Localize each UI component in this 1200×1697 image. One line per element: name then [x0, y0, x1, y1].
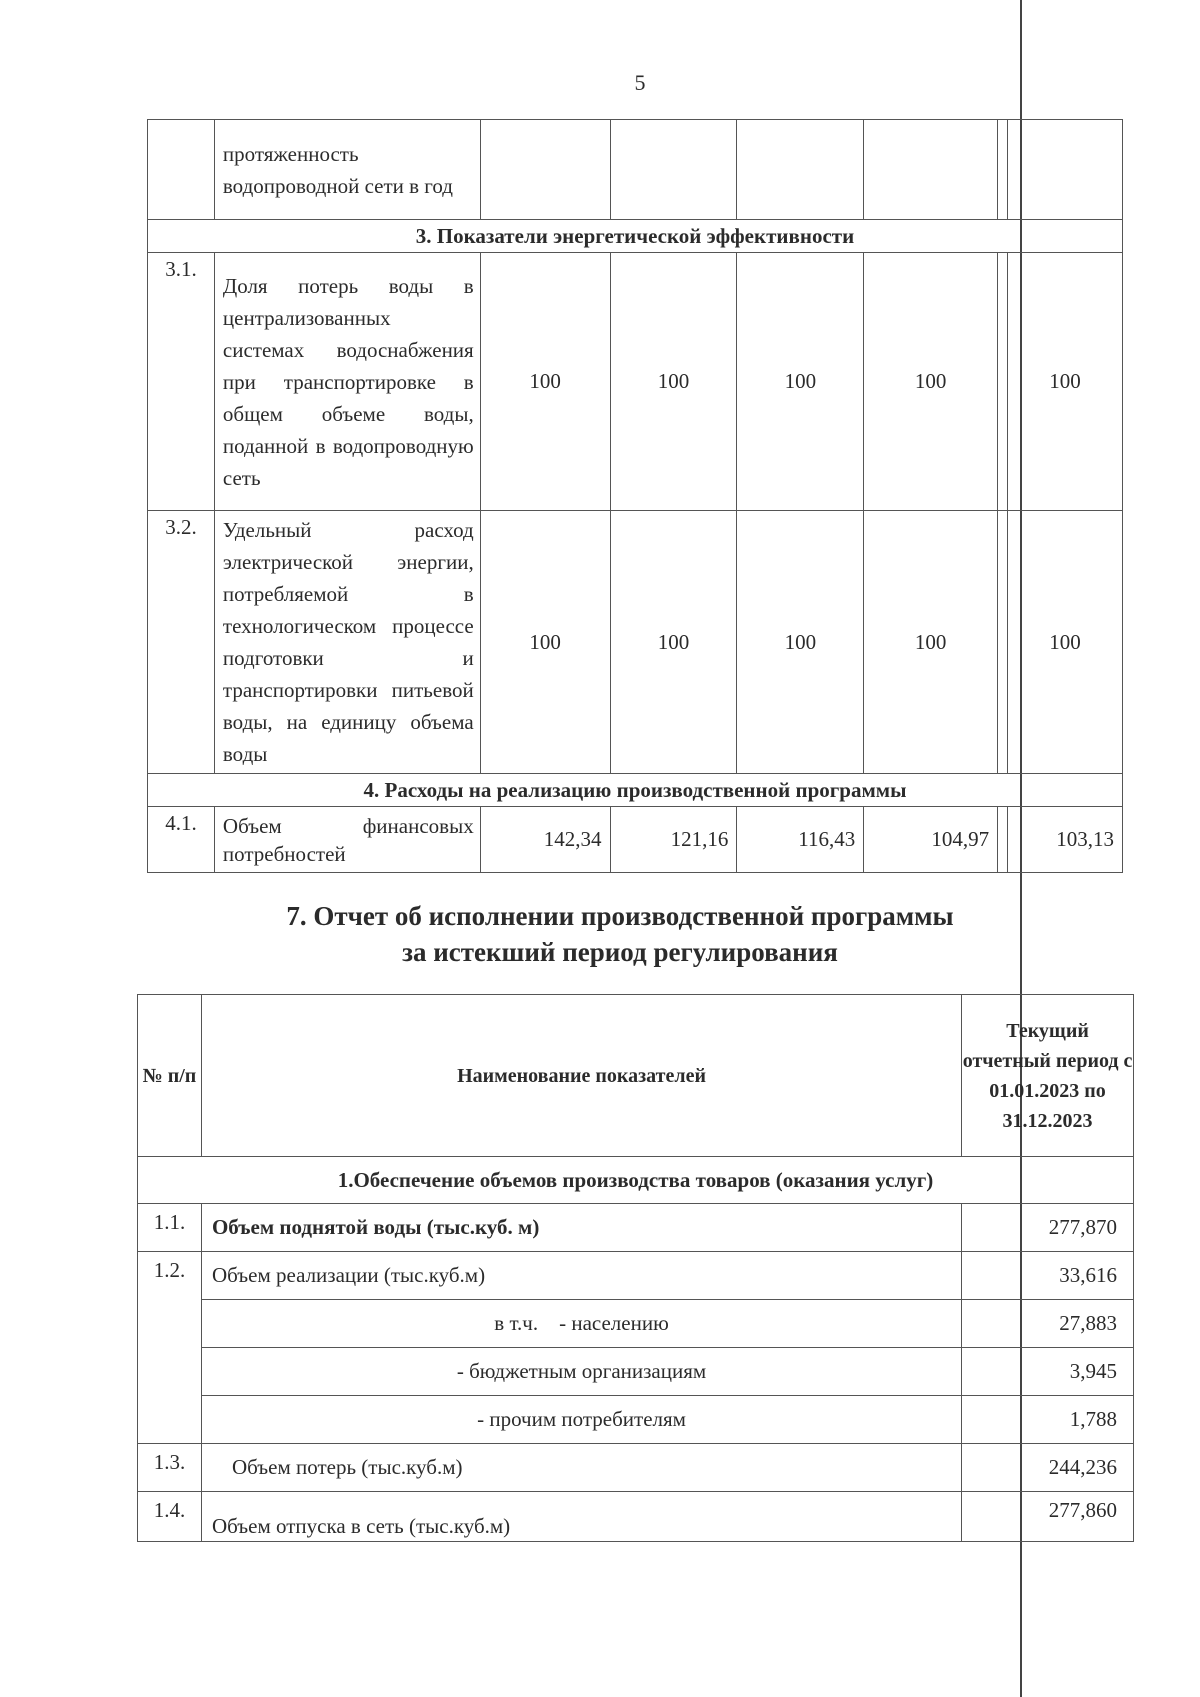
value-cell: 27,883: [962, 1300, 1134, 1348]
section-row: [138, 1157, 1134, 1204]
header-row: [138, 995, 1134, 1157]
value-cell: 100: [480, 253, 610, 511]
indicator-name: - бюджетным организациям: [201, 1348, 961, 1396]
row-number: 3.1.: [148, 253, 215, 511]
section-heading-line1: 7. Отчет об исполнении производственной программы: [286, 901, 954, 931]
row-number: 1.1.: [138, 1204, 202, 1252]
table-row: [138, 1204, 1134, 1252]
value-cell: 116,43: [737, 807, 864, 873]
row-number: 3.2.: [148, 511, 215, 774]
value-cell: 100: [737, 253, 864, 511]
section-row: [148, 220, 1123, 253]
table-row: [148, 807, 1123, 873]
value-cell: 100: [864, 253, 998, 511]
value-cell: 244,236: [962, 1444, 1134, 1492]
table-row: [138, 1396, 1134, 1444]
table-row: [138, 1300, 1134, 1348]
indicator-name: Объем реализации (тыс.куб.м): [201, 1252, 961, 1300]
row-number: 1.2.: [138, 1252, 202, 1444]
indicators-table-continued: [147, 119, 1123, 873]
table-row: [148, 253, 1123, 511]
value-cell: 100: [1008, 253, 1123, 511]
table-row: [148, 511, 1123, 774]
indicator-name: Доля потерь воды в централизованных системах водоснабжения при транспортировке в общем объеме воды, поданной в водопроводную сеть: [214, 253, 480, 511]
section-row: [148, 774, 1123, 807]
value-cell: 3,945: [962, 1348, 1134, 1396]
value-cell: 100: [480, 511, 610, 774]
value-cell: 142,34: [480, 807, 610, 873]
header-name: Наименование показателей: [201, 995, 961, 1157]
header-number: № п/п: [138, 995, 202, 1157]
table-row: [138, 1252, 1134, 1300]
section-title: 1.Обеспечение объемов производства товаров (оказания услуг): [138, 1157, 1134, 1204]
continuation-text: протяженность водопроводной сети в год: [214, 120, 480, 220]
indicator-name: Объем отпуска в сеть (тыс.куб.м): [201, 1492, 961, 1542]
section-title: 4. Расходы на реализацию производственной программы: [148, 774, 1123, 807]
table-row: [138, 1348, 1134, 1396]
value-cell: 277,860: [962, 1492, 1134, 1542]
row-number: 1.4.: [138, 1492, 202, 1542]
value-cell: 100: [864, 511, 998, 774]
value-cell: 121,16: [610, 807, 737, 873]
row-number: 4.1.: [148, 807, 215, 873]
indicator-name: - прочим потребителям: [201, 1396, 961, 1444]
value-cell: 100: [737, 511, 864, 774]
value-cell: 100: [1008, 511, 1123, 774]
indicator-name: Объем поднятой воды (тыс.куб. м): [201, 1204, 961, 1252]
section-heading-line2: за истекший период регулирования: [402, 937, 838, 967]
row-number: 1.3.: [138, 1444, 202, 1492]
indicator-name: Удельный расход электрической энергии, потребляемой в технологическом процессе подготовки и транспортировки питьевой воды, на единицу объема воды: [214, 511, 480, 774]
program-report-table: [137, 994, 1134, 1542]
value-cell: 33,616: [962, 1252, 1134, 1300]
page-number: 5: [634, 70, 646, 95]
indicator-name: Объем финансовых потребностей: [214, 807, 480, 873]
section-title: 3. Показатели энергетической эффективности: [148, 220, 1123, 253]
value-cell: 103,13: [1008, 807, 1123, 873]
value-cell: 100: [610, 253, 737, 511]
value-cell: 1,788: [962, 1396, 1134, 1444]
table-row: [138, 1492, 1134, 1542]
table-row: [148, 120, 1123, 220]
value-cell: 277,870: [962, 1204, 1134, 1252]
value-cell: 100: [610, 511, 737, 774]
value-cell: 104,97: [864, 807, 998, 873]
indicator-name: в т.ч. - населению: [201, 1300, 961, 1348]
table-row: [138, 1444, 1134, 1492]
indicator-name: Объем потерь (тыс.куб.м): [201, 1444, 961, 1492]
header-period: Текущий отчетный период с 01.01.2023 по 31.12.2023: [962, 995, 1134, 1157]
